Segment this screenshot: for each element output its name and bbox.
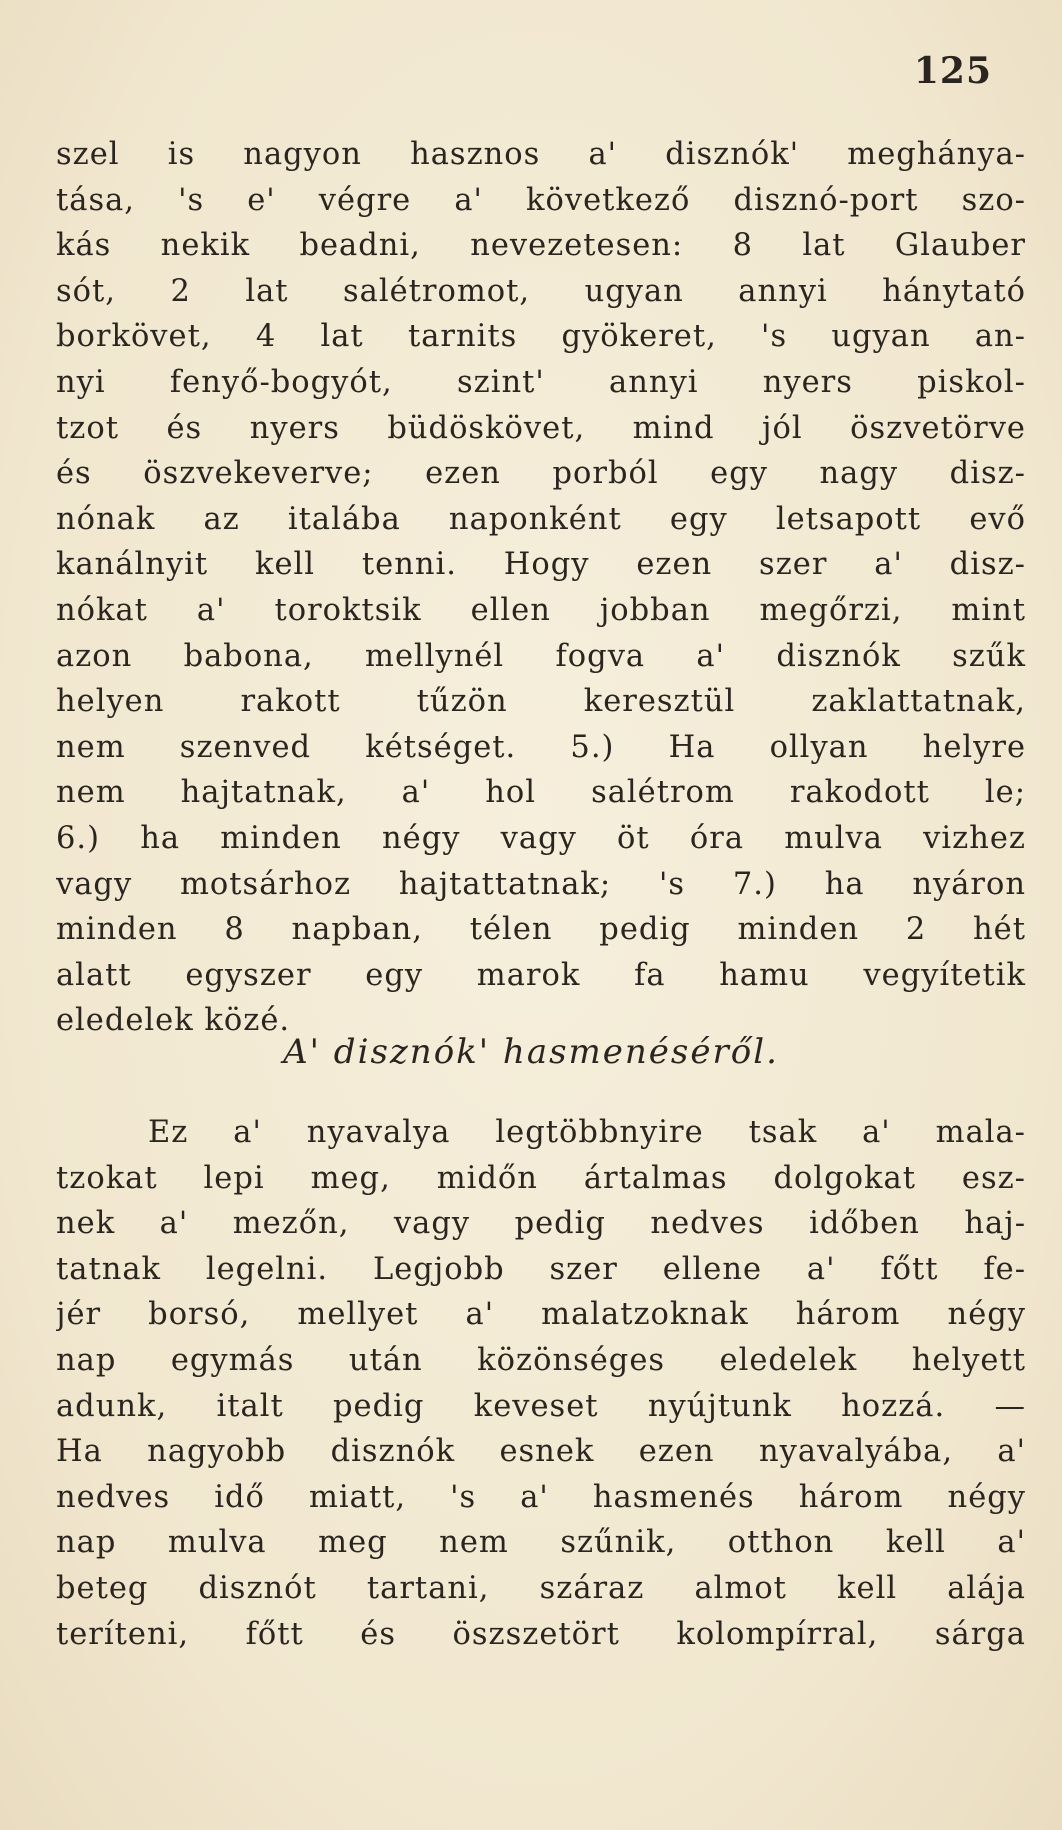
text-line: azon babona, mellynél fogva a' disznók szűk bbox=[56, 638, 1026, 674]
text-line: nap egymás után közönséges eledelek helyett bbox=[56, 1342, 1026, 1378]
text-line: szel is nagyon hasznos a' disznók' meghánya- bbox=[56, 137, 1026, 172]
text-line: 6.) ha minden négy vagy öt óra mulva vizhez bbox=[56, 820, 1026, 856]
text-line: Ez a' nyavalya legtöbbnyire tsak a' mala- bbox=[148, 1115, 1026, 1150]
paragraph-2 bbox=[56, 1110, 1026, 1657]
text-line: nem hajtatnak, a' hol salétrom rakodott le; bbox=[56, 775, 1026, 811]
text-line: kanálnyit kell tenni. Hogy ezen szer a' disz- bbox=[56, 547, 1026, 583]
text-line: tzokat lepi meg, midőn ártalmas dolgokat esz- bbox=[56, 1160, 1026, 1196]
text-line: tása, 's e' végre a' következő disznó-port szo- bbox=[56, 182, 1026, 218]
text-line: sót, 2 lat salétromot, ugyan annyi hánytató bbox=[56, 273, 1026, 309]
text-line: borkövet, 4 lat tarnits gyökeret, 's ugyan an- bbox=[56, 319, 1026, 355]
text-line: nyi fenyő-bogyót, szint' annyi nyers piskol- bbox=[56, 364, 1026, 400]
page-number: 125 bbox=[913, 50, 992, 92]
text-line: helyen rakott tűzön keresztül zaklattatnak, bbox=[56, 684, 1026, 720]
text-line: adunk, italt pedig keveset nyújtunk hozzá. — bbox=[56, 1388, 1026, 1424]
text-line: nek a' mezőn, vagy pedig nedves időben haj- bbox=[56, 1206, 1026, 1242]
text-line: beteg disznót tartani, száraz almot kell alája bbox=[56, 1570, 1026, 1606]
text-line: tatnak legelni. Legjobb szer ellene a' főtt fe- bbox=[56, 1251, 1026, 1287]
text-line: nónak az italába naponként egy letsapott evő bbox=[56, 501, 1026, 537]
text-line: nedves idő miatt, 's a' hasmenés három négy bbox=[56, 1479, 1026, 1515]
text-line: és öszvekeverve; ezen porból egy nagy disz- bbox=[56, 456, 1026, 492]
paragraph-1 bbox=[56, 132, 1026, 1044]
text-line: minden 8 napban, télen pedig minden 2 hét bbox=[56, 912, 1026, 948]
text-line: teríteni, főtt és öszszetört kolompírral, sárga bbox=[56, 1616, 1026, 1652]
text-line: nem szenved kétséget. 5.) Ha ollyan helyre bbox=[56, 729, 1026, 765]
text-line: nókat a' toroktsik ellen jobban megőrzi, mint bbox=[56, 592, 1026, 628]
text-line: Ha nagyobb disznók esnek ezen nyavalyába, a' bbox=[56, 1434, 1026, 1470]
text-line: alatt egyszer egy marok fa hamu vegyítetik bbox=[56, 957, 1026, 993]
text-line: eledelek közé. bbox=[56, 1003, 291, 1039]
text-line: vagy motsárhoz hajtattatnak; 's 7.) ha nyáron bbox=[56, 866, 1026, 902]
text-line: kás nekik beadni, nevezetesen: 8 lat Glauber bbox=[56, 228, 1026, 264]
section-heading: A' disznók' hasmenéséről. bbox=[283, 1032, 779, 1072]
text-line: tzot és nyers büdöskövet, mind jól öszvetörve bbox=[56, 410, 1026, 446]
text-line: nap mulva meg nem szűnik, otthon kell a' bbox=[56, 1525, 1026, 1561]
text-line: jér borsó, mellyet a' malatzoknak három négy bbox=[56, 1297, 1026, 1333]
